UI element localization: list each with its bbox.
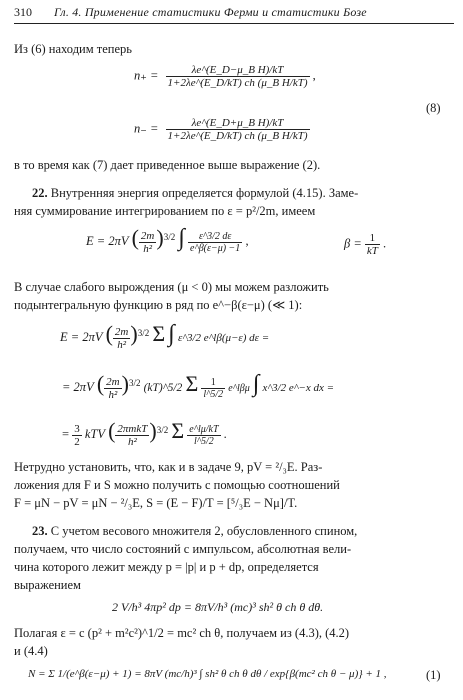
page-number: 310 xyxy=(14,5,32,19)
eq-lhs: E = 2πV xyxy=(86,234,129,248)
text-line: Из (6) находим теперь xyxy=(14,42,132,56)
eq-numerator: λe^(E_D+μ_B H)/kT xyxy=(166,117,310,130)
eq-numerator: e^lμ/kT xyxy=(189,423,219,435)
eq-numerator: 1 xyxy=(365,232,380,245)
eq-fraction xyxy=(113,326,130,351)
eq-denominator: e^β(ε−μ) −1 xyxy=(190,242,241,254)
eq-numerator: 2m xyxy=(106,375,120,388)
eq-numerator: 2m xyxy=(114,325,129,338)
text-line: В случае слабого вырождения (μ < 0) мы можем разложить xyxy=(14,280,329,294)
eq-denominator: 1+2λe^(E_D/kT) ch (μ_B H/kT) xyxy=(167,130,308,142)
text-line: Внутренняя энергия определяется формулой (4.15). Заме- xyxy=(50,186,359,200)
equation-states: 2 V/h³ 4πp² dp = 8πV/h³ (mc)³ sh² θ ch θ dθ. xyxy=(112,600,324,614)
eq-numerator: ε^3/2 dε xyxy=(188,231,242,243)
eq-lhs: n₋ = xyxy=(134,121,159,136)
equation-nplus: n₊ = $\frac{\text{λe\textasciicircum{}(E\_D−μ\_B H)/kT}}{\text{1+2λe\textasciicircum{}(E\_D/kT) ch (μ\_B H/kT)}}$ , xyxy=(134,64,316,89)
eq-lhs: E = 2πV xyxy=(60,330,103,344)
text-line: Полагая ε = c (p² + m²c²)^1/2 = mc² ch θ, получаем из (4.3), (4.2) xyxy=(14,626,350,640)
problem-23-line1 xyxy=(32,522,357,540)
text-line: получаем, что число состояний с импульсом, абсолютная вели- xyxy=(14,542,352,556)
eq-lhs: = 2πV xyxy=(62,380,94,394)
text-line: чина которого лежит между p = |p| и p + dp, определяется xyxy=(14,560,319,574)
eq-denominator: kT xyxy=(366,245,378,257)
eq-term: kTV xyxy=(84,427,105,441)
eq-fraction xyxy=(72,423,82,448)
eq-integrand: x^3/2 e^−x dx = xyxy=(262,382,335,394)
text-line: Нетрудно установить, что, как и в задаче 9, pV = ²/₃E. Раз- xyxy=(14,460,323,474)
eq-denominator: 1+2λe^(E_D/kT) ch (μ_B H/kT) xyxy=(167,77,308,89)
eq-fraction xyxy=(166,117,310,142)
eq-fraction xyxy=(365,232,380,257)
eq-numerator: 2πmkT xyxy=(117,422,148,435)
eq-lhs: β = xyxy=(344,236,362,251)
text-line: подынтегральную функцию в ряд по e^−β(ε−μ) (≪ 1): xyxy=(14,298,303,312)
problem-number: 23. xyxy=(32,524,48,538)
eq-term: e^lβμ xyxy=(228,383,250,394)
eq-denominator: h² xyxy=(127,435,137,448)
eq-numerator: 2m xyxy=(140,229,155,242)
equation-series-1: E = 2πV ( $\frac{2m}{\text{h²}}$ )$^{3/2}$ Σ ∫ ε^3/2 e^lβ(μ−ε) dε = xyxy=(60,321,270,351)
text-line: няя суммирование интегрированием по ε = p²/2m, имеем xyxy=(14,204,316,218)
text-line: ложения для F и S можно получить с помощью соотношений xyxy=(14,478,340,492)
header-rule xyxy=(14,23,454,24)
eq-integrand: ε^3/2 e^lβ(μ−ε) dε = xyxy=(177,332,270,344)
eq-fraction xyxy=(166,64,310,89)
equation-number: (1) xyxy=(426,668,441,682)
eq-fraction xyxy=(115,423,149,448)
eq-fraction xyxy=(201,377,225,400)
eq-denominator: h² xyxy=(117,338,127,351)
text-line: выражением xyxy=(14,578,81,592)
equation-series-3: = $\frac{3}{2}$ kTV ( $\frac{\text{2πmkT}}{\text{h²}}$ )$^{3/2}$ Σ $\frac{e\^{}l\mu/kT}{l\^{}5/2}$ . xyxy=(62,418,227,448)
problem-22-line1 xyxy=(32,184,358,202)
eq-exponent: 3/2 xyxy=(128,377,141,388)
eq-denominator: h² xyxy=(143,242,153,255)
eq-exponent: 3/2 xyxy=(156,424,169,435)
eq-fraction xyxy=(104,376,121,401)
eq-term: (kT)^5/2 xyxy=(143,382,183,394)
eq-exponent: 3/2 xyxy=(137,327,150,338)
running-header xyxy=(14,3,454,23)
problem-number: 22. xyxy=(32,186,48,200)
equation-nminus xyxy=(134,117,310,142)
eq-lhs: n₊ = xyxy=(134,68,159,83)
eq-numerator: λe^(E_D−μ_B H)/kT xyxy=(166,64,310,77)
eq-exponent: 3/2 xyxy=(163,231,176,242)
text-line: С учетом весового множителя 2, обусловленного спином, xyxy=(50,524,358,538)
equation-particle-number: N = Σ 1/(e^β(ε−μ) + 1) = 8πV (mc/h)³ ∫ sh² θ ch θ dθ / exp{β(mc² ch θ − μ)} + 1 , xyxy=(28,668,387,680)
eq-numerator: 3 xyxy=(74,422,80,435)
equation-energy: E = 2πV ( $\frac{2m}{\text{h²}}$ )$^{3/2}$ ∫ $\frac{\varepsilon\^{}3/2 d\varepsilon}{e\^{}\beta(\varepsilon-\mu) -1}$ , xyxy=(86,225,249,255)
eq-denominator: h² xyxy=(108,388,118,401)
equation-number: (8) xyxy=(426,101,441,115)
eq-denominator: l^5/2 xyxy=(194,435,214,447)
eq-denominator: 2 xyxy=(74,435,80,448)
running-title: Гл. 4. Применение статистики Ферми и статистики Бозе xyxy=(54,5,367,19)
eq-fraction xyxy=(187,424,220,447)
eq-denominator: l^5/2 xyxy=(203,388,224,400)
eq-fraction xyxy=(188,231,242,254)
eq-fraction xyxy=(139,230,156,255)
equation-series-2: = 2πV ( $\frac{2m}{\text{h²}}$ )$^{3/2}$ (kT)^5/2 Σ $\frac{1}{l\^{}5/2}$ e^lβμ ∫ x^3/2 e^−x dx = xyxy=(62,371,335,401)
eq-lhs: = xyxy=(62,427,73,441)
eq-numerator: 1 xyxy=(201,377,225,389)
text-line: в то время как (7) дает приведенное выше выражение (2). xyxy=(14,158,321,172)
text-line: и (4.4) xyxy=(14,644,48,658)
text-line: F = μN − pV = μN − ²/₃E, S = (E − F)/T = [⁵/₃E − Nμ]/T. xyxy=(14,496,298,510)
equation-beta: β = $\frac{1}{kT}$ . xyxy=(344,232,387,257)
